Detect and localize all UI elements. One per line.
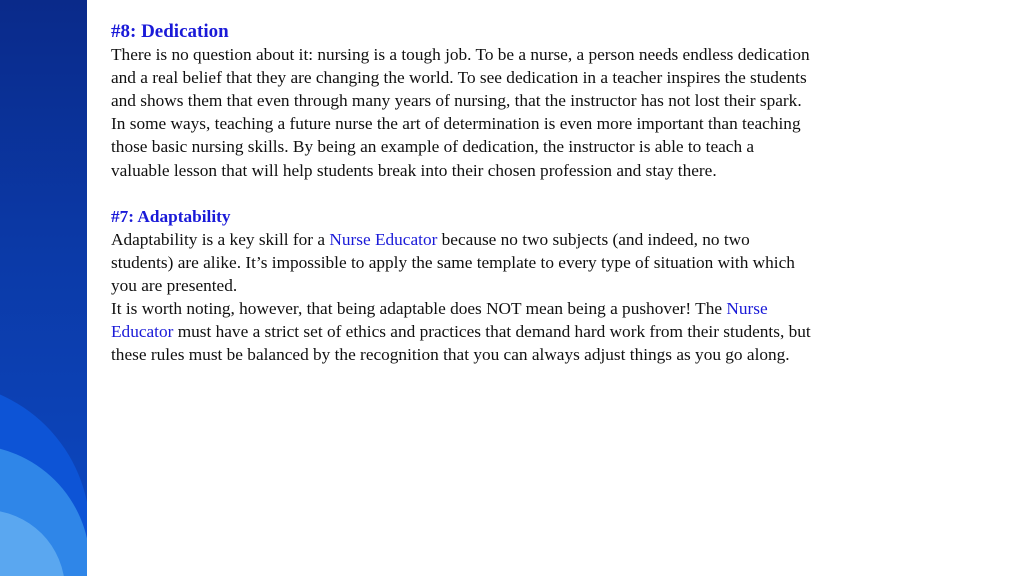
text-run: because no two subjects (and indeed, no two students) are alike. It’s impossible to apply the same template to every type of situation with which you are presented. <box>111 229 795 295</box>
text-run: It is worth noting, however, that being adaptable does NOT mean being a pushover! The <box>111 299 727 319</box>
text-run: Adaptability is a key skill for a <box>111 229 330 249</box>
spacer <box>111 182 811 205</box>
text-run: must have a strict set of ethics and practices that demand hard work from their students, but these rules must be balanced by the recognition that you can always adjust things as you go along. <box>111 322 811 365</box>
nurse-educator-link[interactable]: Nurse Educator <box>111 299 768 342</box>
nurse-educator-link[interactable]: Nurse Educator <box>329 229 438 249</box>
slide-content <box>111 20 811 366</box>
section-heading-adaptability: #7: Adaptability <box>111 206 231 226</box>
section-heading-dedication: #8: Dedication <box>111 21 229 42</box>
dedication-paragraph: There is no question about it: nursing is a tough job. To be a nurse, a person needs endless dedication and a real belief that they are changing the world. To see dedication in a teacher inspires the students and shows them that even through many years of nursing, that the instructor has not lost their spark. In some ways, teaching a future nurse the art of determination is even more important than teaching those basic nursing skills. By being an example of dedication, the instructor is able to teach a valuable lesson that will help students break into their chosen profession and stay there. <box>111 45 810 180</box>
adaptability-paragraph-2 <box>111 297 811 366</box>
adaptability-paragraph-1 <box>111 228 811 297</box>
decorative-sidebar <box>0 0 87 576</box>
